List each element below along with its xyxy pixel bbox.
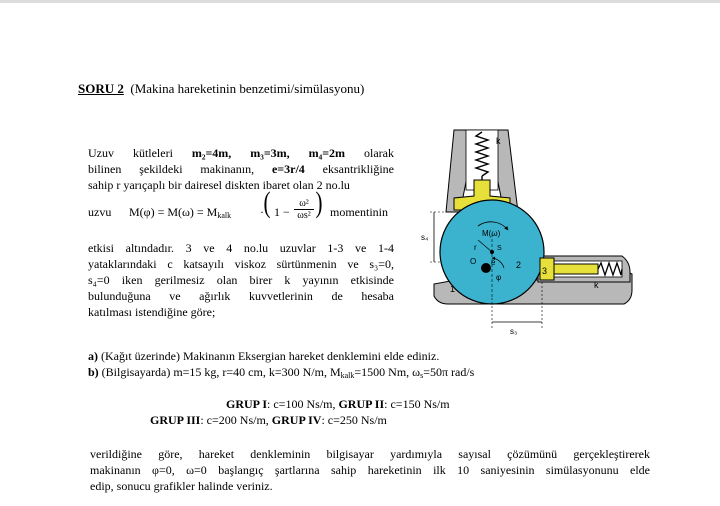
label-s4: s₄ xyxy=(421,233,429,242)
label-s3: s₃ xyxy=(510,327,518,336)
label-r: r xyxy=(474,243,477,252)
intro-text: olarak xyxy=(345,146,394,160)
label-k-top: k xyxy=(496,136,501,146)
formula-numerator: ω² xyxy=(299,198,309,209)
formula-lhs-text: M(φ) = M(ω) = M xyxy=(129,205,218,219)
label-k-right: k xyxy=(594,280,599,290)
group-1-value: : c=100 Ns/m, xyxy=(267,397,339,411)
closing-paragraph xyxy=(90,446,650,494)
formula-lhs xyxy=(129,205,231,220)
pivot-o xyxy=(481,263,491,273)
body-line-5: katılması istendiğine göre; xyxy=(88,305,216,319)
formula-fraction xyxy=(294,198,314,221)
label-O: O xyxy=(470,257,477,266)
eccentricity-value: e=3r/4 xyxy=(271,162,305,176)
formula-dot: · xyxy=(260,205,264,219)
group-2-label: GRUP II xyxy=(338,397,385,411)
body-line-2: yataklarındaki c katsayılı viskoz sürtünmenin ve s₃=0, xyxy=(88,257,394,271)
group-4-label: GRUP IV xyxy=(271,413,322,427)
intro-paragraph xyxy=(88,145,394,193)
question-label: SORU 2 xyxy=(78,81,124,96)
intro-text: bilinen şekildeki makinanın, xyxy=(88,162,272,176)
label-M: M(ω) xyxy=(482,229,501,238)
intro-text: Uzuv kütleleri xyxy=(88,146,192,160)
task-b-text-2: =1500 Nm, ω xyxy=(354,365,421,379)
intro-line-1 xyxy=(88,145,394,161)
groups-line-1 xyxy=(226,397,450,412)
label-S: S xyxy=(497,245,502,252)
body-line-4: bulunduğuna ve ağırlık kuvvetlerinin de hesaba xyxy=(88,289,394,303)
formula-suffix: momentinin xyxy=(330,205,388,219)
task-b-sub: kalk xyxy=(340,371,355,380)
group-3-value: : c=200 Ns/m, xyxy=(200,413,272,427)
label-1: 1 xyxy=(450,284,456,294)
formula-prefix: uzvu xyxy=(88,205,112,219)
closing-line-1: verildiğine göre, hareket denkleminin bilgisayar yardımıyla sayısal çözümünü gerçekleştirerek xyxy=(90,447,650,461)
mechanism-figure xyxy=(408,122,644,340)
intro-line-3: sahip r yarıçaplı bir dairesel diskten ibaret olan 2 no.lu xyxy=(88,178,350,192)
follower-3-rod xyxy=(554,264,598,274)
label-e: e xyxy=(491,258,496,267)
body-line-3: s₄=0 iken gerilmesiz olan birer k yayının etkisinde xyxy=(88,273,394,287)
task-b-text-3: =50π rad/s xyxy=(423,365,475,379)
formula-one-minus: 1 − xyxy=(274,205,290,219)
top-border xyxy=(0,0,720,3)
groups-line-2 xyxy=(150,413,387,428)
closing-line-2: makinanın φ=0, ω=0 başlangıç şartlarına sahip hareketinin ilk 10 saniyesinin simülasyonunu elde xyxy=(90,463,650,477)
task-b xyxy=(88,364,474,384)
question-title xyxy=(78,81,364,97)
group-2-value: : c=150 Ns/m xyxy=(384,397,450,411)
body-line-1: etkisi altındadır. 3 ve 4 no.lu uzuvlar 1-3 ve 1-4 xyxy=(88,241,394,255)
body-paragraph xyxy=(88,240,394,320)
task-b-label: b) xyxy=(88,365,99,379)
task-a-text: (Kağıt üzerinde) Makinanın Eksergian hareket denklemini elde ediniz. xyxy=(101,349,440,363)
closing-line-3: edip, sonucu grafikler halinde veriniz. xyxy=(90,479,273,493)
formula-left-paren: ( xyxy=(263,186,271,219)
intro-line-2 xyxy=(88,161,394,177)
label-3: 3 xyxy=(542,266,548,276)
task-b-sub2: s xyxy=(420,371,424,380)
intro-text: eksantrikliğine xyxy=(304,162,394,176)
label-2: 2 xyxy=(516,260,522,270)
group-4-value: : c=250 Ns/m xyxy=(321,413,387,427)
question-subtitle: (Makina hareketinin benzetimi/simülasyonu) xyxy=(130,81,365,96)
formula-denominator: ωs² xyxy=(294,209,314,221)
formula-lhs-sub: kalk xyxy=(217,211,232,220)
task-b-text-1: (Bilgisayarda) m=15 kg, r=40 cm, k=300 N/m, M xyxy=(101,365,341,379)
task-a-label: a) xyxy=(88,349,98,363)
group-1-label: GRUP I xyxy=(226,397,268,411)
moment-formula xyxy=(88,186,398,227)
group-3-label: GRUP III xyxy=(150,413,201,427)
task-a xyxy=(88,348,439,364)
mass-values: m₂=4m, m₃=3m, m₄=2m xyxy=(191,146,346,160)
formula-right-paren: ) xyxy=(315,186,323,219)
label-phi: φ xyxy=(496,273,502,282)
